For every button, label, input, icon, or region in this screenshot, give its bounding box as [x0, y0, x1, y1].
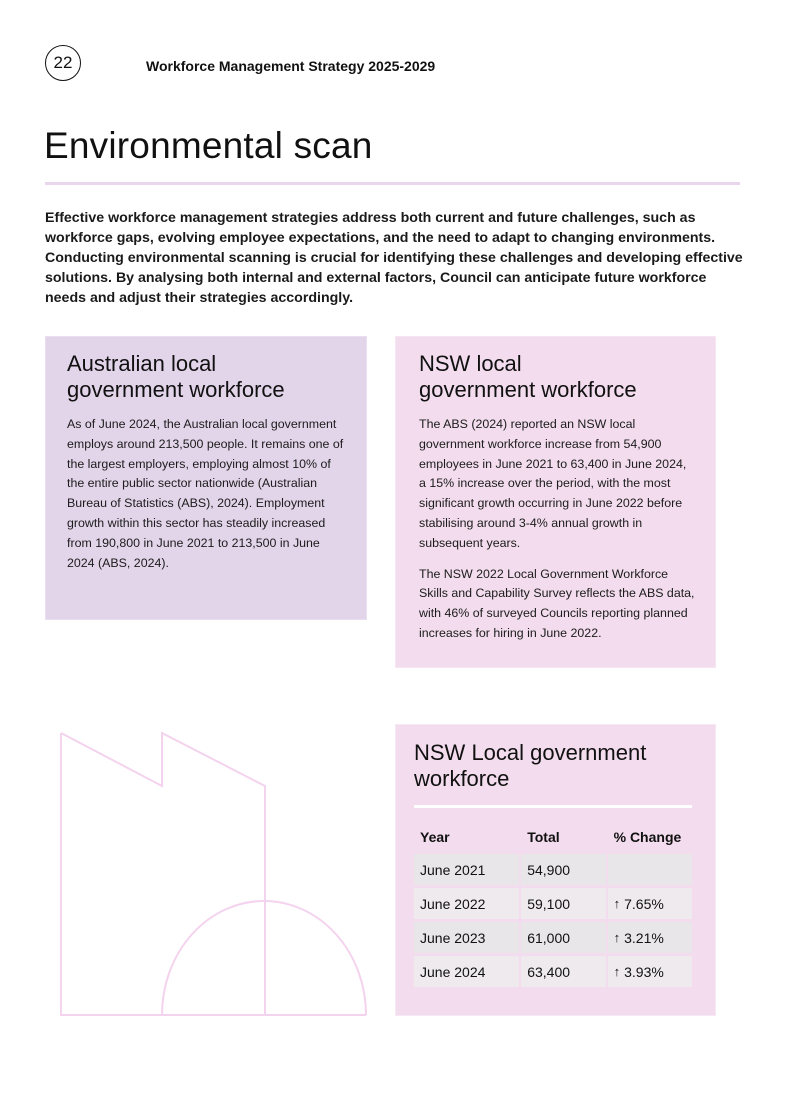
building-outline-graphic [58, 730, 370, 1020]
cell-total: 54,900 [521, 854, 605, 885]
cell-change [608, 854, 692, 885]
intro-paragraph: Effective workforce management strategies address both current and future challenges, such as workforce gaps, evolving employee expectations, and the need to adapt to changing environments. Conducting environmental scanning is crucial for identifying these challenges and developing effective solutions. By analysing both internal and external factors, Council can anticipate future workforce needs and adjust their strategies accordingly. [45, 210, 743, 306]
workforce-table [414, 823, 692, 987]
nsw-box-paragraph-2: The NSW 2022 Local Government Workforce Skills and Capability Survey reflects the ABS data, with 46% of surveyed Councils reporting planned increases for hiring in June 2022. [419, 566, 695, 640]
column-header-year: Year [420, 829, 450, 845]
table-row [414, 922, 692, 953]
cell-year: June 2021 [414, 854, 519, 885]
table-row [414, 956, 692, 987]
table-row [414, 854, 692, 885]
page-title: Environmental scan [44, 125, 373, 166]
cell-year: June 2023 [414, 922, 519, 953]
title-divider [45, 182, 740, 185]
cell-total: 63,400 [521, 956, 605, 987]
nsw-box-paragraph-1: The ABS (2024) reported an NSW local government workforce increase from 54,900 employees in June 2021 to 63,400 in June 2024, a 15% increase over the period, with the most significant growth occurring in June 2022 before stabilising around 3-4% annual growth in subsequent years. [419, 417, 687, 550]
cell-total: 59,100 [521, 888, 605, 919]
cell-total: 61,000 [521, 922, 605, 953]
cell-change [608, 922, 692, 953]
australian-box-body: As of June 2024, the Australian local government employs around 213,500 people. It remains one of the largest employers, employing almost 10% of the entire public sector nationwide (Australian Bureau of Statistics (ABS), 2024). Employment growth within this sector has steadily increased from 190,800 in June 2021 to 213,500 in June 2024 (ABS, 2024). [67, 417, 344, 570]
column-header-total: Total [527, 829, 560, 845]
nsw-box-heading [419, 351, 695, 403]
document-title: Workforce Management Strategy 2025-2029 [146, 58, 436, 74]
workforce-table-title: NSW Local government workforce [414, 740, 647, 791]
table-row [414, 888, 692, 919]
arrow-up-icon: ↑ [613, 896, 621, 911]
nsw-heading-line2: government workforce [419, 377, 637, 402]
column-header-change: % Change [613, 829, 682, 845]
australian-workforce-box [45, 336, 367, 620]
workforce-table-divider [414, 805, 692, 808]
cell-year: June 2024 [414, 956, 519, 987]
table-header-row [414, 823, 692, 851]
workforce-table-card [395, 724, 716, 1016]
page-number: 22 [45, 45, 81, 81]
australian-heading-line2: government workforce [67, 377, 285, 402]
change-value: 3.93% [624, 963, 664, 980]
nsw-heading-line1: NSW local [419, 351, 522, 376]
arrow-up-icon: ↑ [613, 964, 621, 979]
australian-box-heading [67, 351, 346, 403]
cell-change [608, 888, 692, 919]
change-value: 3.21% [624, 929, 664, 946]
change-value: 7.65% [624, 895, 664, 912]
australian-heading-line1: Australian local [67, 351, 217, 376]
arrow-up-icon: ↑ [613, 930, 621, 945]
cell-year: June 2022 [414, 888, 519, 919]
cell-change [608, 956, 692, 987]
nsw-workforce-box [395, 336, 716, 668]
